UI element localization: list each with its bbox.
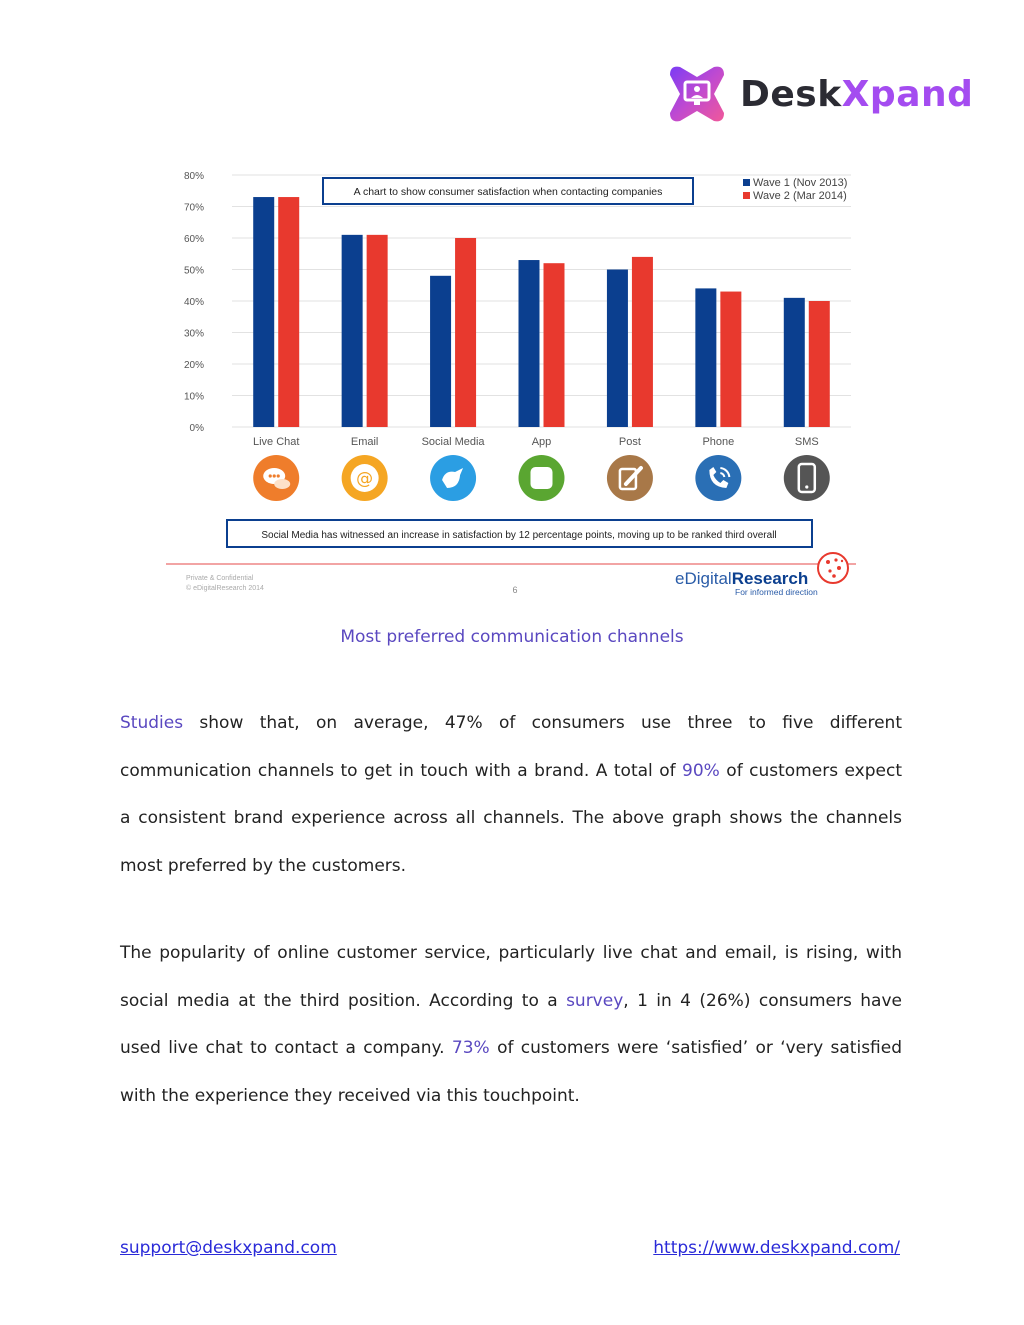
category-label: Phone [702, 436, 735, 448]
bar-post-2 [632, 257, 653, 427]
para2-text-c: of customers were ‘satisfied’ or ‘very satisfied with the experience they received via this touchpoint. [120, 1038, 903, 1107]
y-tick-label: 10% [183, 391, 204, 403]
footer-website-link[interactable]: https://www.deskxpand.com/ [653, 1238, 900, 1258]
bar-sms-2 [809, 301, 830, 427]
figure-caption: Most preferred communication channels [340, 627, 684, 647]
legend-swatch [743, 192, 750, 199]
bar-phone-1 [695, 288, 716, 427]
mobile-device-icon [784, 455, 830, 501]
category-label: Post [618, 436, 641, 448]
y-tick-label: 20% [183, 360, 204, 371]
category-label: App [531, 436, 552, 448]
y-tick-label: 50% [183, 265, 204, 277]
footer-confidential: Private & Confidential [186, 575, 254, 582]
para2-text-b: , 1 in 4 (26%) consumers have used live chat to contact a company. [120, 990, 902, 1059]
bar-live-chat-2 [278, 197, 299, 427]
y-tick-label: 70% [183, 202, 204, 214]
y-tick-label: 30% [183, 328, 204, 340]
at-sign-icon [342, 455, 388, 501]
bar-email-1 [342, 235, 363, 427]
chart-svg [166, 160, 866, 610]
bar-sms-1 [784, 298, 805, 427]
legend-label: Wave 1 (Nov 2013) [753, 177, 848, 189]
deskxpand-logo-mark-icon [664, 61, 730, 127]
bird-icon [430, 455, 476, 501]
y-tick-label: 40% [183, 297, 204, 308]
bar-post-1 [607, 270, 628, 428]
chart-title: A chart to show consumer satisfaction when contacting companies [353, 186, 663, 198]
legend-swatch [743, 179, 750, 186]
y-tick-label: 0% [189, 423, 204, 434]
footer-copyright: © eDigitalResearch 2014 [186, 585, 264, 592]
bar-live-chat-1 [253, 197, 274, 427]
bar-app-2 [544, 263, 565, 427]
category-label: SMS [794, 436, 819, 448]
phone-icon [695, 455, 741, 501]
y-tick-label: 60% [183, 234, 204, 245]
svg-text:@: @ [356, 469, 374, 489]
ninety-percent-link[interactable]: 90% [682, 760, 720, 781]
bar-social-media-1 [430, 276, 451, 427]
bar-phone-2 [720, 292, 741, 427]
chart-annotation: Social Media has witnessed an increase in satisfaction by 12 percentage points, moving up to be ranked third overall [261, 530, 777, 541]
para1-text-a: show that, on average, 47% of consumers use three to five different communication channels to get in touch with a brand. A total of [120, 713, 902, 781]
square-app-icon [519, 455, 565, 501]
paragraph-popularity [120, 930, 902, 1121]
chat-bubbles-icon [253, 455, 299, 501]
edigitalresearch-brand [675, 569, 808, 588]
satisfaction-chart [166, 160, 866, 610]
category-label: Social Media [421, 436, 485, 448]
category-label: Email [350, 436, 379, 448]
logo-wordmark: DeskXpand [740, 73, 974, 115]
legend-label: Wave 2 (Mar 2014) [753, 190, 847, 202]
brand-tagline: For informed direction [735, 587, 818, 597]
para1-text-b: of customers expect a consistent brand experience across all channels. The above graph shows the channels most preferred by the customers. [120, 760, 902, 877]
brand-part2: Research [731, 569, 809, 588]
bar-social-media-2 [455, 238, 476, 427]
survey-link[interactable]: survey [566, 990, 624, 1011]
chart-page-number: 6 [512, 585, 518, 595]
brand-globe-icon [818, 553, 848, 583]
y-tick-label: 80% [183, 171, 204, 182]
pen-edit-icon [607, 455, 653, 501]
studies-link[interactable]: Studies [120, 713, 184, 733]
para2-text-a: The popularity of online customer service, particularly live chat and email, is rising, with social media at the third position. According to a [120, 943, 902, 1011]
bar-email-2 [367, 235, 388, 427]
brand-part1: eDigital [675, 569, 732, 588]
category-label: Live Chat [252, 436, 300, 448]
seventy-three-percent-link[interactable]: 73% [451, 1038, 490, 1059]
deskxpand-logo [664, 60, 973, 128]
paragraph-channels [120, 700, 902, 891]
footer-email-link[interactable]: support@deskxpand.com [120, 1238, 337, 1258]
bar-app-1 [519, 260, 540, 427]
